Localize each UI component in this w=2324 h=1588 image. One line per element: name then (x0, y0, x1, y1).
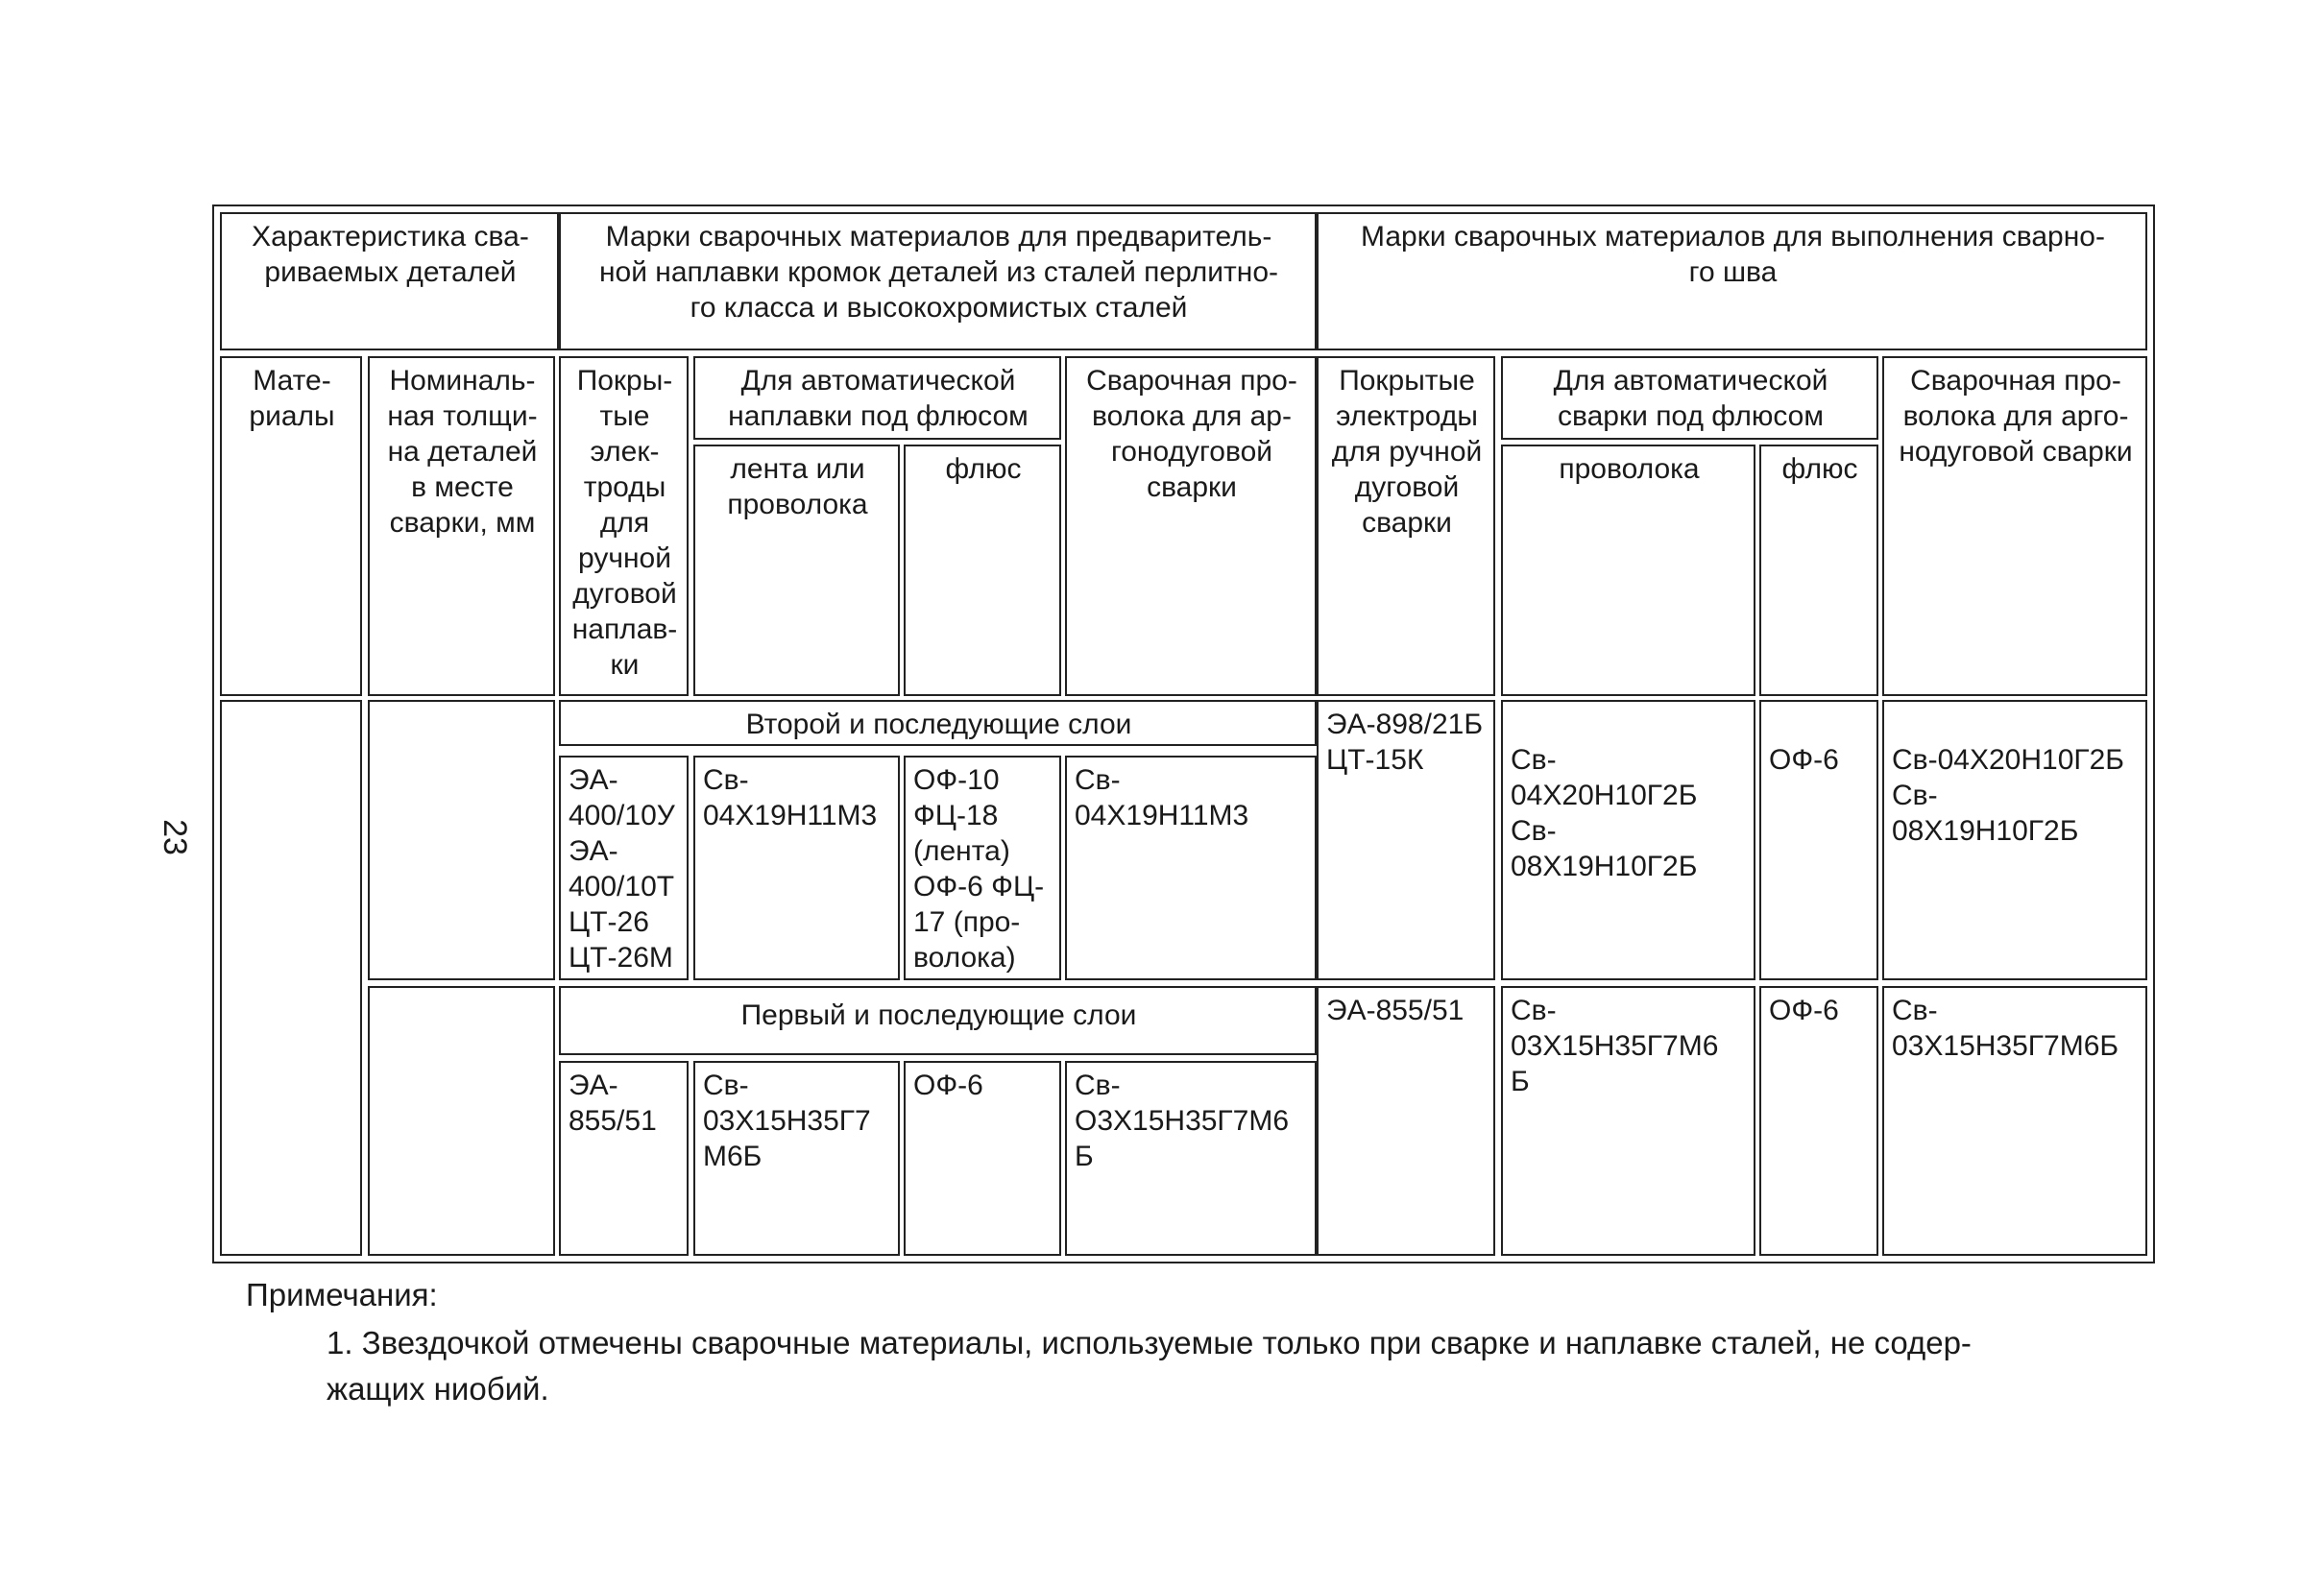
header-weld-seam: Марки сварочных материалов для выполнения сварно- го шва (1317, 212, 2147, 350)
row2-weld-wire: Св- 03Х15Н35Г7М6 Б (1501, 986, 1755, 1256)
row1-weld-argon-wire: Св-04Х20Н10Г2Б Св- 08Х19Н10Г2Б (1882, 700, 2147, 980)
header-weld-flux: флюс (1759, 445, 1878, 696)
note-item-1: 1. Звездочкой отмечены сварочные материалы, используемые только при сварке и наплавке сталей, не содер- жащих ниобий. (327, 1325, 1972, 1407)
header-pre-tape-wire: лента или проволока (693, 445, 900, 696)
header-materials: Мате- риалы (220, 356, 362, 696)
row2-pre-flux: ОФ-6 (904, 1061, 1061, 1256)
header-weld-argon-wire: Сварочная про- волока для арго- нодуговой сварки (1882, 356, 2147, 696)
header-pre-argon-wire: Сварочная про- волока для ар- гонодуговой сварки (1065, 356, 1317, 696)
page-number: 23 (157, 819, 194, 855)
layer-label-row1: Второй и последующие слои (559, 700, 1317, 746)
row1-weld-flux: ОФ-6 (1759, 700, 1878, 980)
row1-pre-argon-wire: Св- 04Х19Н11М3 (1065, 756, 1317, 980)
header-weld-wire: проволока (1501, 445, 1755, 696)
row1-weld-electrodes: ЭА-898/21Б ЦТ-15К (1317, 700, 1495, 980)
header-pre-flux: флюс (904, 445, 1061, 696)
row2-pre-tape-wire: Св- 03Х15Н35Г7 М6Б (693, 1061, 900, 1256)
row1-pre-flux: ОФ-10 ФЦ-18 (лента) ОФ-6 ФЦ- 17 (про- волока) (904, 756, 1061, 980)
row1-pre-electrodes: ЭА- 400/10У ЭА- 400/10Т ЦТ-26 ЦТ-26М (559, 756, 689, 980)
row2-weld-argon-wire: Св- 03Х15Н35Г7М6Б (1882, 986, 2147, 1256)
thickness-cell (368, 986, 555, 1256)
header-weld-auto: Для автоматической сварки под флюсом (1501, 356, 1878, 440)
header-weld-electrodes: Покрытые электроды для ручной дуговой сварки (1317, 356, 1495, 696)
header-pre-electrodes: Покры- тые элек- троды для ручной дуговой наплав- ки (559, 356, 689, 696)
layer-label-row2: Первый и последующие слои (559, 986, 1317, 1055)
row2-weld-flux: ОФ-6 (1759, 986, 1878, 1256)
materials-cell (220, 700, 362, 1256)
notes-heading: Примечания: (246, 1277, 438, 1312)
header-thickness: Номиналь- ная толщи- на деталей в месте сварки, мм (368, 356, 555, 696)
row1-pre-tape-wire: Св- 04Х19Н11М3 (693, 756, 900, 980)
header-pre-auto: Для автоматической наплавки под флюсом (693, 356, 1061, 440)
row2-pre-electrodes: ЭА- 855/51 (559, 1061, 689, 1256)
row1-weld-wire: Св- 04Х20Н10Г2Б Св- 08Х19Н10Г2Б (1501, 700, 1755, 980)
row2-pre-argon-wire: Св- О3Х15Н35Г7М6 Б (1065, 1061, 1317, 1256)
row2-weld-electrodes: ЭА-855/51 (1317, 986, 1495, 1256)
header-characteristic: Характеристика сва- риваемых деталей (220, 212, 559, 350)
thickness-cell (368, 700, 555, 980)
header-pre-surfacing: Марки сварочных материалов для предваритель- ной наплавки кромок деталей из сталей перлитно- го класса и высокохромистых сталей (559, 212, 1317, 350)
